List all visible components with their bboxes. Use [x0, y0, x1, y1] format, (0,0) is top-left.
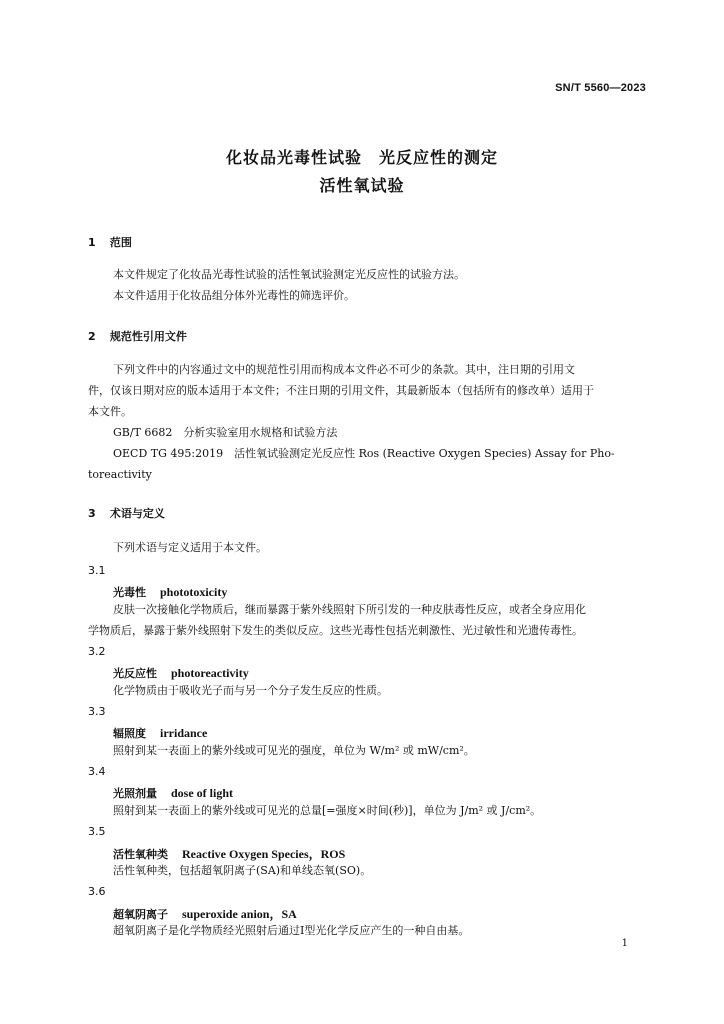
term: [113, 584, 227, 600]
reference-item: toreactivity: [88, 468, 152, 481]
term-zh: 活性氧种类: [113, 848, 168, 861]
standard-number: SN/T 5560—2023: [555, 82, 646, 94]
section-title: 术语与定义: [109, 507, 165, 520]
paragraph: 下列术语与定义适用于本文件。: [113, 541, 267, 554]
paragraph: 件，仅该日期对应的版本适用于本文件；不注日期的引用文件，其最新版本（包括所有的修改单）适用于: [88, 384, 594, 397]
term-zh: 超氧阴离子: [113, 908, 168, 921]
section-3-heading: [88, 505, 165, 521]
term-zh: 辐照度: [113, 727, 146, 740]
term: [113, 665, 249, 681]
section-2-heading: [88, 328, 187, 344]
term-en: photoreactivity: [171, 666, 249, 680]
term: [113, 725, 207, 741]
paragraph: 下列文件中的内容通过文中的规范性引用而构成本文件必不可少的条款。其中，注日期的引用文: [113, 363, 575, 376]
section-number: 3: [88, 507, 96, 520]
term-zh: 光反应性: [113, 667, 157, 680]
clause-number: 3.1: [88, 564, 106, 577]
term-definition: 照射到某一表面上的紫外线或可见光的强度，单位为 W/m² 或 mW/cm²。: [113, 744, 475, 757]
term-definition: 皮肤一次接触化学物质后，继而暴露于紫外线照射下所引发的一种皮肤毒性反应，或者全身应用化: [113, 603, 586, 616]
clause-number: 3.6: [88, 885, 106, 898]
section-title: 规范性引用文件: [109, 330, 187, 343]
term-definition: 照射到某一表面上的紫外线或可见光的总量[=强度×时间(秒)]，单位为 J/m² 或 J/cm²。: [113, 804, 542, 817]
clause-number: 3.2: [88, 645, 106, 658]
document-title: 化妆品光毒性试验 光反应性的测定: [225, 148, 498, 167]
term-zh: 光照剂量: [113, 787, 157, 800]
document-subtitle: 活性氧试验: [319, 176, 405, 195]
term-en: phototoxicity: [160, 585, 228, 599]
term-definition: 化学物质由于吸收光子而与另一个分子发生反应的性质。: [113, 684, 388, 697]
reference-item: OECD TG 495:2019 活性氧试验测定光反应性 Ros (Reactive Oxygen Species) Assay for Pho-: [113, 447, 615, 460]
section-number: 2: [88, 330, 96, 343]
term-en: superoxide anion，SA: [182, 907, 297, 921]
page-number: 1: [621, 938, 628, 949]
term-zh: 光毒性: [113, 586, 146, 599]
paragraph: 本文件。: [88, 405, 132, 418]
section-title: 范围: [109, 236, 132, 249]
clause-number: 3.3: [88, 705, 106, 718]
paragraph: 本文件适用于化妆品组分体外光毒性的筛选评价。: [113, 289, 355, 302]
reference-item: GB/T 6682 分析实验室用水规格和试验方法: [113, 426, 338, 439]
paragraph: 本文件规定了化妆品光毒性试验的活性氧试验测定光反应性的试验方法。: [113, 268, 465, 281]
term-en: Reactive Oxygen Species，ROS: [182, 847, 346, 861]
clause-number: 3.4: [88, 765, 106, 778]
term-en: dose of light: [171, 786, 234, 800]
term-en: irridance: [160, 726, 208, 740]
term-definition: 超氧阴离子是化学物质经光照射后通过Ⅰ型光化学反应产生的一种自由基。: [113, 924, 470, 937]
section-1-heading: [88, 234, 132, 250]
section-number: 1: [88, 236, 96, 249]
term-definition: 学物质后，暴露于紫外线照射下发生的类似反应。这些光毒性包括光刺激性、光过敏性和光遗传毒性。: [88, 624, 583, 637]
term-definition: 活性氧种类，包括超氧阴离子(SA)和单线态氧(SO)。: [113, 864, 372, 877]
term: [113, 785, 233, 801]
clause-number: 3.5: [88, 825, 106, 838]
